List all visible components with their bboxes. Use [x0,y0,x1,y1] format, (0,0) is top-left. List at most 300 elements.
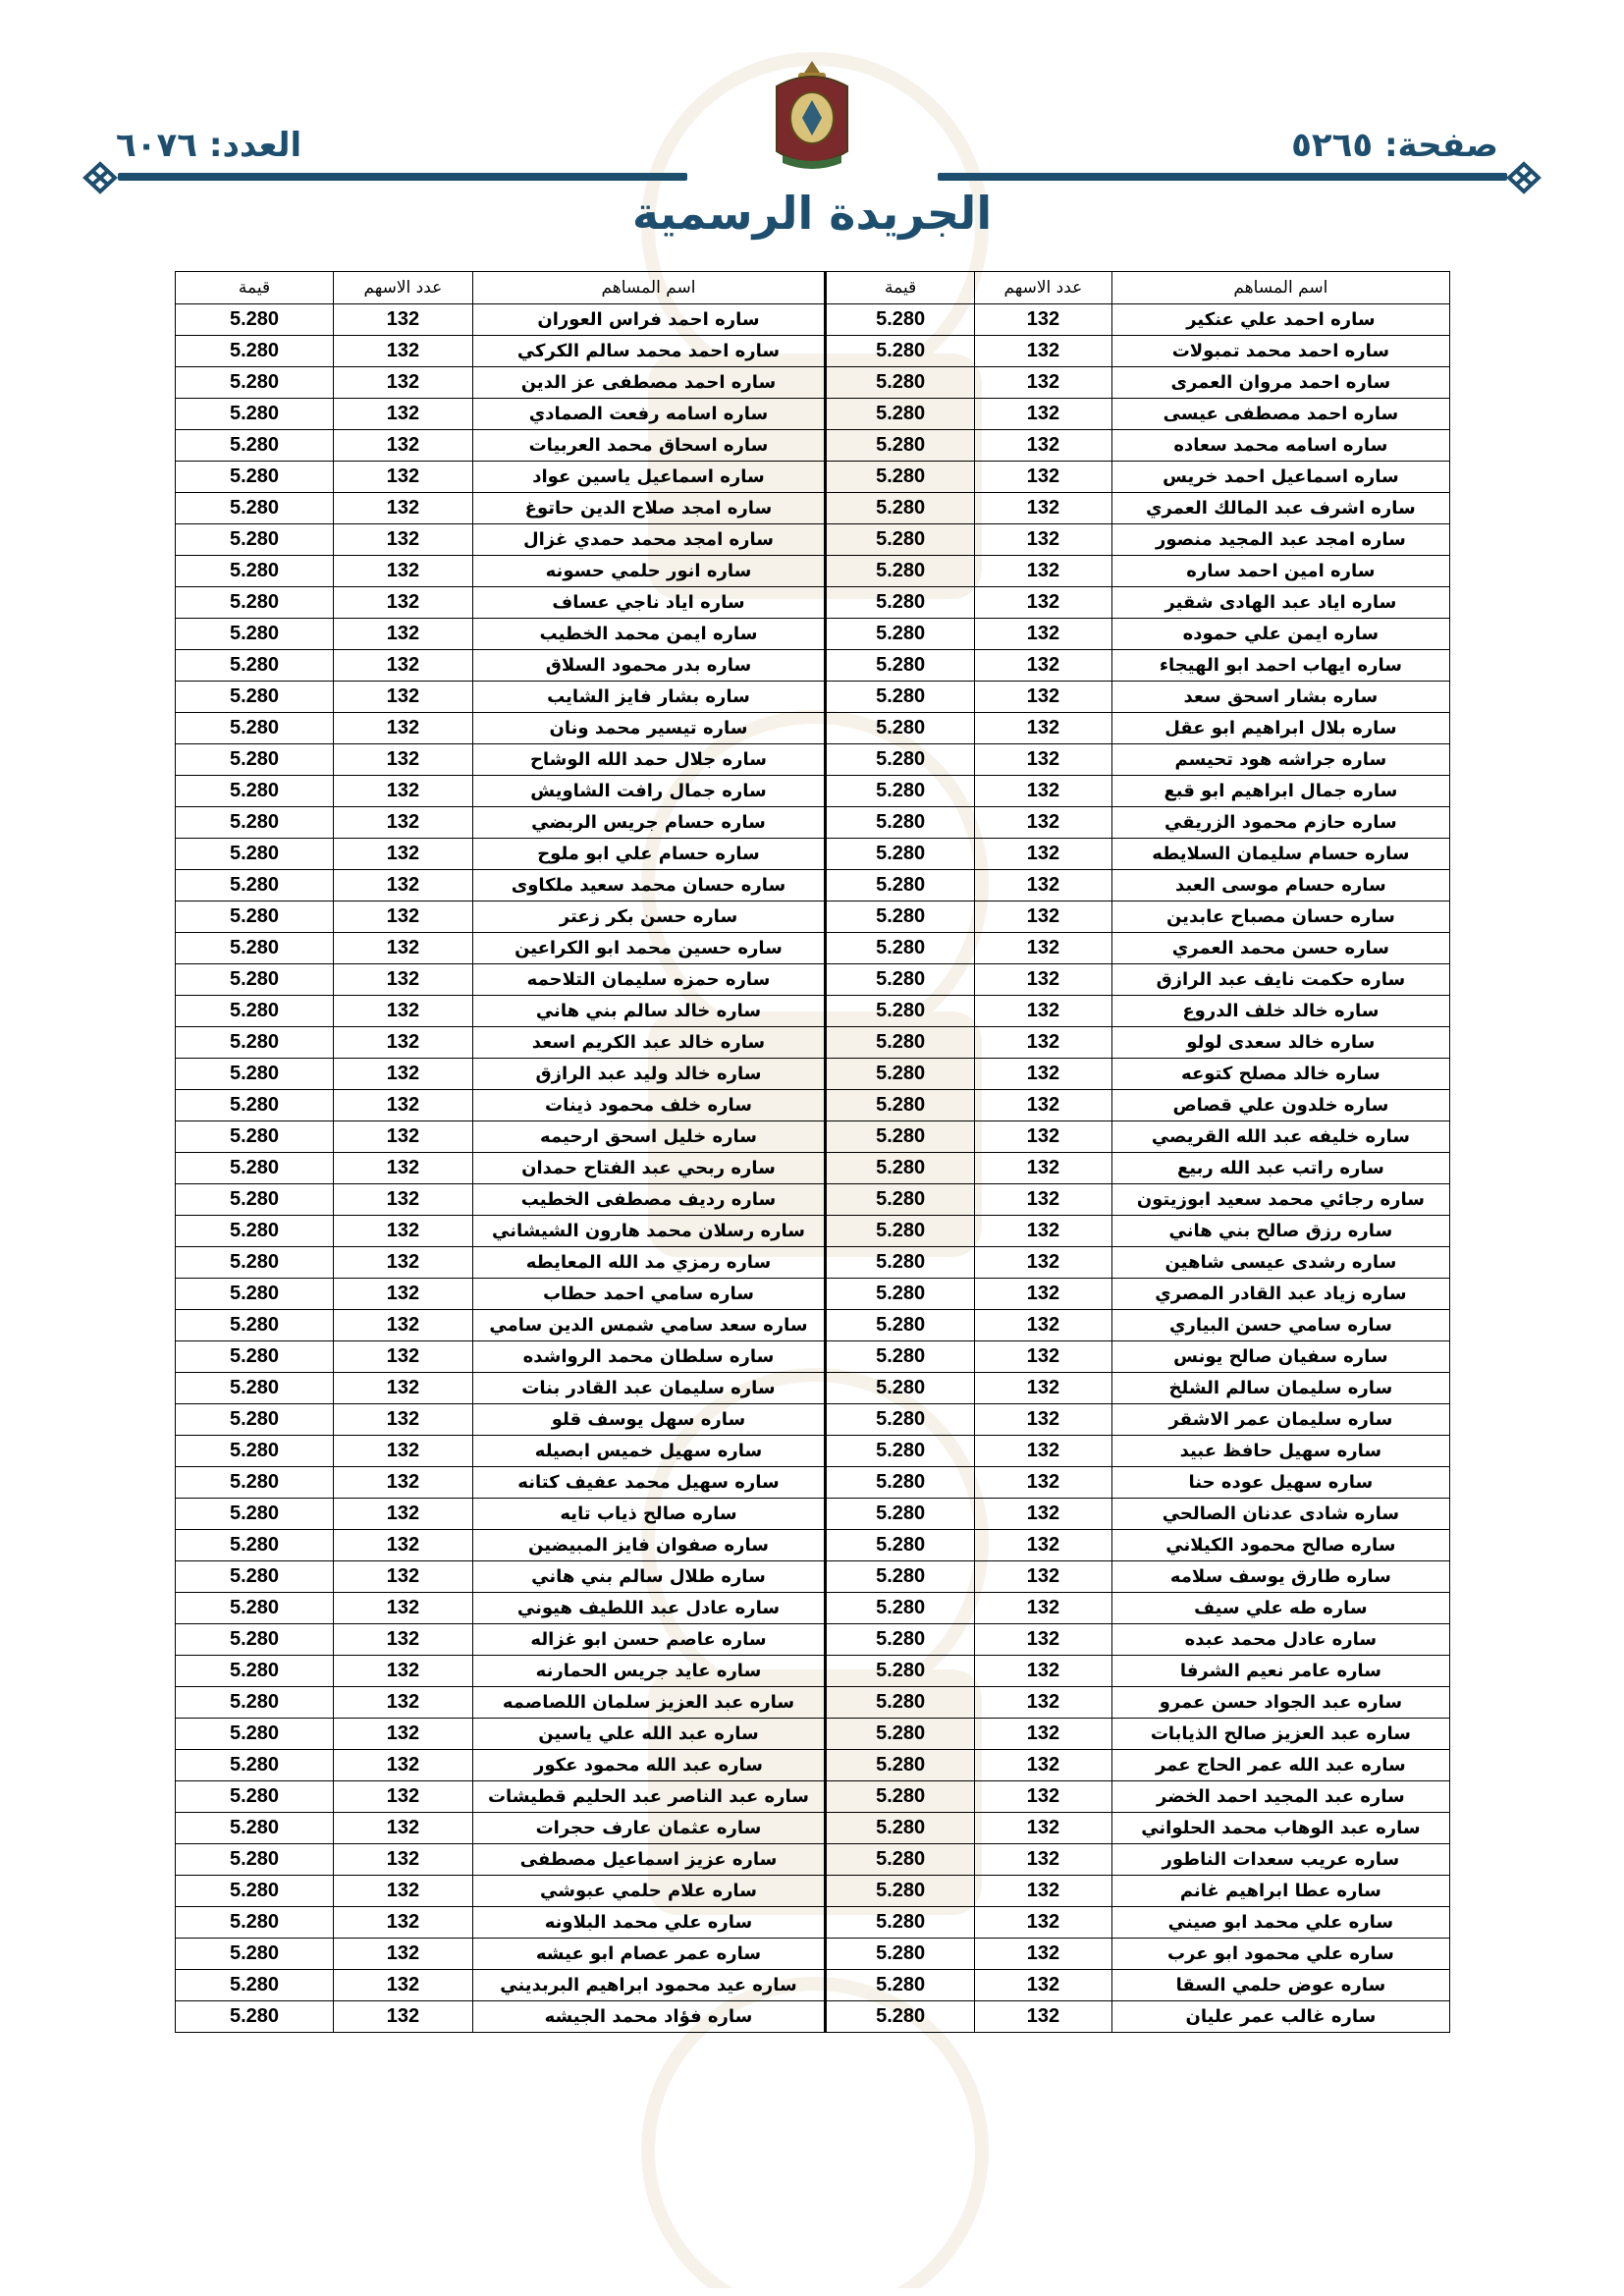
right-value-cell: 5.280 [826,1121,975,1153]
table-row [176,1059,1450,1090]
right-value-cell: 5.280 [826,1781,975,1813]
right-name-cell: ساره راتب عبد الله ربيع [1111,1153,1449,1184]
right-value-cell: 5.280 [826,1813,975,1844]
right-name-cell: ساره رجائي محمد سعيد ابوزيتون [1111,1184,1449,1216]
column-header-value: قيمة [826,272,975,304]
right-value-cell: 5.280 [826,1970,975,2001]
table-row [176,367,1450,399]
table-row [176,1404,1450,1436]
right-name-cell: ساره حسام موسى العبد [1111,870,1449,902]
right-shares-cell: 132 [975,1467,1112,1499]
right-shares-cell: 132 [975,1844,1112,1876]
left-value-cell: 5.280 [176,1499,334,1530]
right-shares-cell: 132 [975,336,1112,367]
left-value-cell: 5.280 [176,1404,334,1436]
left-value-cell: 5.280 [176,524,334,556]
right-shares-cell: 132 [975,304,1112,336]
left-name-cell: ساره حسام علي ابو ملوح [472,839,825,870]
right-name-cell: ساره عريب سعدات الناطور [1111,1844,1449,1876]
left-shares-cell: 132 [334,902,473,933]
left-name-cell: ساره حسين محمد ابو الكراعين [472,933,825,964]
left-shares-cell: 132 [334,1781,473,1813]
left-shares-cell: 132 [334,744,473,776]
left-value-cell: 5.280 [176,650,334,682]
right-shares-cell: 132 [975,524,1112,556]
left-name-cell: ساره خالد عبد الكريم اسعد [472,1027,825,1059]
gazette-title: الجريدة الرسمية [631,187,993,240]
right-shares-cell: 132 [975,1153,1112,1184]
right-name-cell: ساره جمال ابراهيم ابو قبع [1111,776,1449,807]
left-name-cell: ساره اسحاق محمد العربيات [472,430,825,462]
left-shares-cell: 132 [334,1216,473,1247]
left-shares-cell: 132 [334,399,473,430]
right-value-cell: 5.280 [826,713,975,744]
right-shares-cell: 132 [975,1027,1112,1059]
left-shares-cell: 132 [334,1719,473,1750]
left-value-cell: 5.280 [176,1593,334,1624]
table-row [176,1090,1450,1121]
left-value-cell: 5.280 [176,1876,334,1907]
right-value-cell: 5.280 [826,587,975,619]
right-value-cell: 5.280 [826,744,975,776]
right-value-cell: 5.280 [826,933,975,964]
left-value-cell: 5.280 [176,1970,334,2001]
right-name-cell: ساره اسماعيل احمد خريس [1111,462,1449,493]
right-value-cell: 5.280 [826,1153,975,1184]
right-name-cell: ساره حسن محمد العمري [1111,933,1449,964]
left-name-cell: ساره احمد محمد سالم الكركي [472,336,825,367]
right-shares-cell: 132 [975,1907,1112,1939]
right-shares-cell: 132 [975,1719,1112,1750]
left-shares-cell: 132 [334,1153,473,1184]
left-shares-cell: 132 [334,1184,473,1216]
table-row [176,1876,1450,1907]
table-row [176,1624,1450,1656]
table-row [176,682,1450,713]
column-header-value: قيمة [176,272,334,304]
left-name-cell: ساره سهيل محمد عفيف كتانه [472,1467,825,1499]
left-name-cell: ساره صالح ذياب تايه [472,1499,825,1530]
left-value-cell: 5.280 [176,1247,334,1279]
right-value-cell: 5.280 [826,1907,975,1939]
left-value-cell: 5.280 [176,336,334,367]
left-value-cell: 5.280 [176,619,334,650]
left-shares-cell: 132 [334,964,473,996]
left-shares-cell: 132 [334,1844,473,1876]
left-name-cell: ساره حمزه سليمان التلاحمه [472,964,825,996]
right-name-cell: ساره ايهاب احمد ابو الهيجاء [1111,650,1449,682]
right-shares-cell: 132 [975,1687,1112,1719]
right-shares-cell: 132 [975,839,1112,870]
left-name-cell: ساره رسلان محمد هارون الشيشاني [472,1216,825,1247]
left-name-cell: ساره سامي احمد حطاب [472,1279,825,1310]
table-row [176,399,1450,430]
table-row [176,1781,1450,1813]
left-shares-cell: 132 [334,807,473,839]
table-row [176,996,1450,1027]
right-name-cell: ساره سهيل حافظ عبيد [1111,1436,1449,1467]
left-value-cell: 5.280 [176,430,334,462]
left-shares-cell: 132 [334,1121,473,1153]
right-name-cell: ساره احمد محمد تمبولات [1111,336,1449,367]
left-value-cell: 5.280 [176,713,334,744]
left-value-cell: 5.280 [176,1813,334,1844]
right-shares-cell: 132 [975,1216,1112,1247]
right-value-cell: 5.280 [826,1876,975,1907]
table-row [176,839,1450,870]
left-shares-cell: 132 [334,1687,473,1719]
right-name-cell: ساره اياد عبد الهادى شقير [1111,587,1449,619]
right-name-cell: ساره سليمان سالم الشلخ [1111,1373,1449,1404]
left-value-cell: 5.280 [176,1907,334,1939]
right-name-cell: ساره رزق صالح بني هاني [1111,1216,1449,1247]
left-name-cell: ساره فؤاد محمد الجيشه [472,2001,825,2033]
right-value-cell: 5.280 [826,1624,975,1656]
table-row [176,1341,1450,1373]
right-shares-cell: 132 [975,1247,1112,1279]
left-name-cell: ساره بشار فايز الشايب [472,682,825,713]
left-shares-cell: 132 [334,336,473,367]
right-value-cell: 5.280 [826,1279,975,1310]
right-shares-cell: 132 [975,367,1112,399]
table-row [176,1813,1450,1844]
right-name-cell: ساره علي محمد ابو صيني [1111,1907,1449,1939]
right-value-cell: 5.280 [826,304,975,336]
table-row [176,933,1450,964]
right-name-cell: ساره بشار اسحق سعد [1111,682,1449,713]
left-value-cell: 5.280 [176,1310,334,1341]
right-name-cell: ساره خالد مصلح كتوعه [1111,1059,1449,1090]
column-header-name: اسم المساهم [1111,272,1449,304]
right-name-cell: ساره طارق يوسف سلامه [1111,1561,1449,1593]
right-name-cell: ساره احمد مصطفى عيسى [1111,399,1449,430]
right-shares-cell: 132 [975,587,1112,619]
right-name-cell: ساره بلال ابراهيم ابو عقل [1111,713,1449,744]
right-shares-cell: 132 [975,1561,1112,1593]
left-shares-cell: 132 [334,713,473,744]
table-row [176,336,1450,367]
right-shares-cell: 132 [975,682,1112,713]
left-name-cell: ساره انور حلمي حسونه [472,556,825,587]
left-name-cell: ساره ربحي عبد الفتاح حمدان [472,1153,825,1184]
right-shares-cell: 132 [975,556,1112,587]
left-name-cell: ساره عبد الله علي ياسين [472,1719,825,1750]
left-shares-cell: 132 [334,587,473,619]
table-row [176,462,1450,493]
left-name-cell: ساره عيد محمود ابراهيم البربديني [472,1970,825,2001]
table-body [176,304,1450,2033]
right-value-cell: 5.280 [826,2001,975,2033]
left-value-cell: 5.280 [176,556,334,587]
left-name-cell: ساره رمزي مد الله المعايطه [472,1247,825,1279]
left-value-cell: 5.280 [176,1750,334,1781]
right-name-cell: ساره حسان مصباح عابدين [1111,902,1449,933]
left-value-cell: 5.280 [176,1687,334,1719]
left-name-cell: ساره عمر عصام ابو عيشه [472,1939,825,1970]
right-name-cell: ساره امجد عبد المجيد منصور [1111,524,1449,556]
left-value-cell: 5.280 [176,304,334,336]
right-shares-cell: 132 [975,1279,1112,1310]
left-name-cell: ساره سعد سامي شمس الدين سامي [472,1310,825,1341]
right-shares-cell: 132 [975,1970,1112,2001]
left-name-cell: ساره ايمن محمد الخطيب [472,619,825,650]
right-value-cell: 5.280 [826,1184,975,1216]
left-value-cell: 5.280 [176,1530,334,1561]
left-value-cell: 5.280 [176,744,334,776]
left-name-cell: ساره تيسير محمد ونان [472,713,825,744]
right-name-cell: ساره اسامه محمد سعاده [1111,430,1449,462]
right-value-cell: 5.280 [826,1341,975,1373]
right-shares-cell: 132 [975,2001,1112,2033]
left-shares-cell: 132 [334,1310,473,1341]
left-value-cell: 5.280 [176,1561,334,1593]
right-shares-cell: 132 [975,776,1112,807]
right-value-cell: 5.280 [826,1436,975,1467]
right-value-cell: 5.280 [826,524,975,556]
left-value-cell: 5.280 [176,587,334,619]
table-row [176,1750,1450,1781]
left-name-cell: ساره عادل عبد اللطيف هيوني [472,1593,825,1624]
table-row [176,650,1450,682]
right-shares-cell: 132 [975,902,1112,933]
left-value-cell: 5.280 [176,964,334,996]
table-row [176,744,1450,776]
left-name-cell: ساره علام حلمي عبوشي [472,1876,825,1907]
right-value-cell: 5.280 [826,1939,975,1970]
table-row [176,1530,1450,1561]
right-value-cell: 5.280 [826,1844,975,1876]
left-value-cell: 5.280 [176,1656,334,1687]
table-row [176,1184,1450,1216]
right-value-cell: 5.280 [826,902,975,933]
left-shares-cell: 132 [334,1876,473,1907]
right-name-cell: ساره علي محمود ابو عرب [1111,1939,1449,1970]
table-row [176,1153,1450,1184]
left-shares-cell: 132 [334,1279,473,1310]
right-shares-cell: 132 [975,1090,1112,1121]
right-value-cell: 5.280 [826,1373,975,1404]
right-name-cell: ساره عبد الله عمر الحاج عمر [1111,1750,1449,1781]
right-shares-cell: 132 [975,996,1112,1027]
right-name-cell: ساره سهيل عوده حنا [1111,1467,1449,1499]
right-name-cell: ساره امين احمد ساره [1111,556,1449,587]
left-value-cell: 5.280 [176,1184,334,1216]
right-value-cell: 5.280 [826,367,975,399]
table-row [176,713,1450,744]
right-shares-cell: 132 [975,1499,1112,1530]
right-value-cell: 5.280 [826,1216,975,1247]
right-value-cell: 5.280 [826,1530,975,1561]
right-shares-cell: 132 [975,1593,1112,1624]
left-shares-cell: 132 [334,682,473,713]
right-name-cell: ساره عوض حلمي السقا [1111,1970,1449,2001]
left-value-cell: 5.280 [176,1216,334,1247]
left-value-cell: 5.280 [176,1279,334,1310]
left-shares-cell: 132 [334,1907,473,1939]
right-value-cell: 5.280 [826,1059,975,1090]
left-name-cell: ساره حسام جريس الربضي [472,807,825,839]
left-name-cell: ساره امجد صلاح الدين حاتوغ [472,493,825,524]
left-shares-cell: 132 [334,1656,473,1687]
right-name-cell: ساره خالد سعدى لولو [1111,1027,1449,1059]
left-name-cell: ساره عبد العزيز سلمان اللصاصمه [472,1687,825,1719]
left-value-cell: 5.280 [176,1719,334,1750]
right-name-cell: ساره سليمان عمر الاشقر [1111,1404,1449,1436]
left-value-cell: 5.280 [176,1436,334,1467]
right-shares-cell: 132 [975,1184,1112,1216]
table-row [176,304,1450,336]
right-shares-cell: 132 [975,1373,1112,1404]
left-shares-cell: 132 [334,367,473,399]
table-row [176,1561,1450,1593]
left-shares-cell: 132 [334,996,473,1027]
left-name-cell: ساره خالد وليد عبد الرازق [472,1059,825,1090]
header-rule-left [118,173,687,181]
right-value-cell: 5.280 [826,1404,975,1436]
right-value-cell: 5.280 [826,1719,975,1750]
left-name-cell: ساره سلطان محمد الرواشده [472,1341,825,1373]
right-shares-cell: 132 [975,1341,1112,1373]
left-value-cell: 5.280 [176,367,334,399]
right-shares-cell: 132 [975,713,1112,744]
right-shares-cell: 132 [975,462,1112,493]
right-value-cell: 5.280 [826,1593,975,1624]
table-row [176,1310,1450,1341]
right-shares-cell: 132 [975,1876,1112,1907]
right-value-cell: 5.280 [826,807,975,839]
right-value-cell: 5.280 [826,430,975,462]
left-name-cell: ساره عاصم حسن ابو غزاله [472,1624,825,1656]
right-shares-cell: 132 [975,1404,1112,1436]
left-value-cell: 5.280 [176,1939,334,1970]
right-name-cell: ساره شادى عدنان الصالحي [1111,1499,1449,1530]
left-name-cell: ساره جلال حمد الله الوشاح [472,744,825,776]
table-row [176,1719,1450,1750]
right-value-cell: 5.280 [826,493,975,524]
left-name-cell: ساره امجد محمد حمدي غزال [472,524,825,556]
right-shares-cell: 132 [975,964,1112,996]
right-shares-cell: 132 [975,1656,1112,1687]
table-row [176,430,1450,462]
left-value-cell: 5.280 [176,1027,334,1059]
issue-number: العدد: ٦٠٧٦ [116,126,302,165]
table-row [176,1216,1450,1247]
table-row [176,1373,1450,1404]
left-value-cell: 5.280 [176,933,334,964]
table-row [176,1279,1450,1310]
left-name-cell: ساره عايد جريس الحمارنه [472,1656,825,1687]
table-row [176,902,1450,933]
table-row [176,1970,1450,2001]
right-shares-cell: 132 [975,1939,1112,1970]
right-value-cell: 5.280 [826,1499,975,1530]
right-shares-cell: 132 [975,1813,1112,1844]
right-value-cell: 5.280 [826,870,975,902]
coat-of-arms-icon [763,57,861,175]
right-value-cell: 5.280 [826,996,975,1027]
left-value-cell: 5.280 [176,1781,334,1813]
left-shares-cell: 132 [334,1939,473,1970]
page-header [0,0,1624,265]
right-value-cell: 5.280 [826,1090,975,1121]
left-value-cell: 5.280 [176,399,334,430]
left-shares-cell: 132 [334,462,473,493]
shareholders-table [175,271,1450,2033]
left-value-cell: 5.280 [176,996,334,1027]
left-value-cell: 5.280 [176,1090,334,1121]
right-value-cell: 5.280 [826,1247,975,1279]
right-value-cell: 5.280 [826,1027,975,1059]
left-value-cell: 5.280 [176,493,334,524]
right-name-cell: ساره جراشه هود تحيسم [1111,744,1449,776]
right-value-cell: 5.280 [826,1467,975,1499]
left-name-cell: ساره اسماعيل ياسين عواد [472,462,825,493]
table-row [176,1436,1450,1467]
right-name-cell: ساره سفيان صالح يونس [1111,1341,1449,1373]
left-shares-cell: 132 [334,870,473,902]
right-value-cell: 5.280 [826,682,975,713]
left-value-cell: 5.280 [176,1153,334,1184]
table-row [176,870,1450,902]
left-value-cell: 5.280 [176,1373,334,1404]
right-name-cell: ساره عطا ابراهيم غانم [1111,1876,1449,1907]
right-shares-cell: 132 [975,1781,1112,1813]
right-name-cell: ساره رشدى عيسى شاهين [1111,1247,1449,1279]
left-name-cell: ساره اياد ناجي عساف [472,587,825,619]
right-shares-cell: 132 [975,1750,1112,1781]
right-name-cell: ساره خليفه عبد الله القريصي [1111,1121,1449,1153]
right-shares-cell: 132 [975,870,1112,902]
right-shares-cell: 132 [975,1436,1112,1467]
table-row [176,964,1450,996]
right-value-cell: 5.280 [826,556,975,587]
table-row [176,556,1450,587]
header-rule-right [938,173,1507,181]
column-header-name: اسم المساهم [472,272,825,304]
left-shares-cell: 132 [334,1624,473,1656]
left-value-cell: 5.280 [176,839,334,870]
right-name-cell: ساره عبد الوهاب محمد الحلواني [1111,1813,1449,1844]
right-shares-cell: 132 [975,650,1112,682]
right-name-cell: ساره ايمن علي حموده [1111,619,1449,650]
right-shares-cell: 132 [975,1121,1112,1153]
right-value-cell: 5.280 [826,1310,975,1341]
right-value-cell: 5.280 [826,1561,975,1593]
left-value-cell: 5.280 [176,1467,334,1499]
left-name-cell: ساره جمال رافت الشاويش [472,776,825,807]
right-shares-cell: 132 [975,430,1112,462]
right-name-cell: ساره حازم محمود الزريقي [1111,807,1449,839]
left-shares-cell: 132 [334,1090,473,1121]
left-shares-cell: 132 [334,776,473,807]
left-value-cell: 5.280 [176,2001,334,2033]
left-name-cell: ساره احمد مصطفى عز الدين [472,367,825,399]
right-name-cell: ساره احمد مروان العمرى [1111,367,1449,399]
left-shares-cell: 132 [334,619,473,650]
left-shares-cell: 132 [334,493,473,524]
table-row [176,1121,1450,1153]
left-name-cell: ساره عبد الناصر عبد الحليم قطيشات [472,1781,825,1813]
left-name-cell: ساره عزيز اسماعيل مصطفى [472,1844,825,1876]
page-number: صفحة: ٥٢٦٥ [1291,126,1498,165]
table-row [176,1593,1450,1624]
table-row [176,1907,1450,1939]
right-name-cell: ساره احمد علي عنكير [1111,304,1449,336]
left-name-cell: ساره حسان محمد سعيد ملكاوى [472,870,825,902]
table-row [176,776,1450,807]
right-value-cell: 5.280 [826,462,975,493]
right-name-cell: ساره عامر نعيم الشرفا [1111,1656,1449,1687]
